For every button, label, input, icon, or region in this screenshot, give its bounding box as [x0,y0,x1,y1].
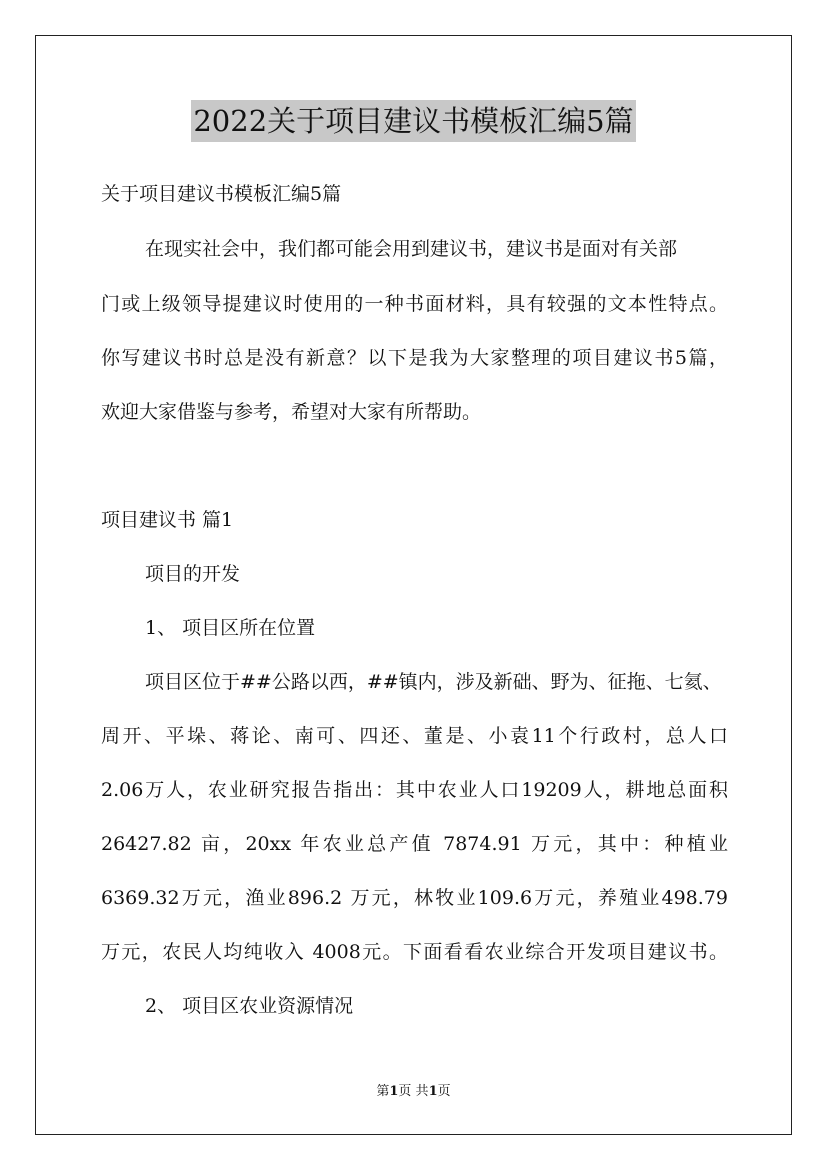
document-subtitle: 关于项目建议书模板汇编5篇 [101,183,342,205]
intro-line-2: 门或上级领导提建议时使用的一种书面材料，具有较强的文本性特点。 [101,293,728,315]
document-title: 2022关于项目建议书模板汇编5篇 [191,100,635,142]
intro-line-4: 欢迎大家借鉴与参考，希望对大家有所帮助。 [101,401,482,423]
footer-page-current: 1 [389,1084,399,1099]
footer-page-mid: 页 共 [398,1084,429,1099]
title-container [0,100,827,142]
footer-page-total: 1 [428,1084,438,1099]
body-line-1: 项目区位于##公路以西，##镇内，涉及新础、野为、征拖、七氦、 [145,671,722,693]
page-footer [0,1083,827,1101]
body-line-6: 万元，农民人均纯收入 4008元。下面看看农业综合开发项目建议书。 [101,941,728,963]
body-line-5: 6369.32万元，渔业896.2 万元，林牧业109.6万元，养殖业498.79 [101,887,728,909]
list-item-2: 2、 项目区农业资源情况 [145,995,354,1017]
body-line-4: 26427.82 亩，20xx 年农业总产值 7874.91 万元，其中：种植业 [101,833,728,855]
body-line-2: 周开、平垛、蒋论、南可、四还、董是、小袁11个行政村，总人口 [101,725,728,747]
body-line-3: 2.06万人，农业研究报告指出：其中农业人口19209人，耕地总面积 [101,779,728,801]
list-item-1: 1、 项目区所在位置 [145,617,316,639]
footer-page-prefix: 第 [376,1084,390,1099]
section-heading: 项目建议书 篇1 [101,509,234,531]
footer-page-suffix: 页 [437,1084,451,1099]
intro-line-1: 在现实社会中，我们都可能会用到建议书，建议书是面对有关部 [145,238,678,260]
intro-line-3: 你写建议书时总是没有新意？以下是我为大家整理的项目建议书5篇， [101,347,728,369]
sub-heading: 项目的开发 [145,563,241,585]
